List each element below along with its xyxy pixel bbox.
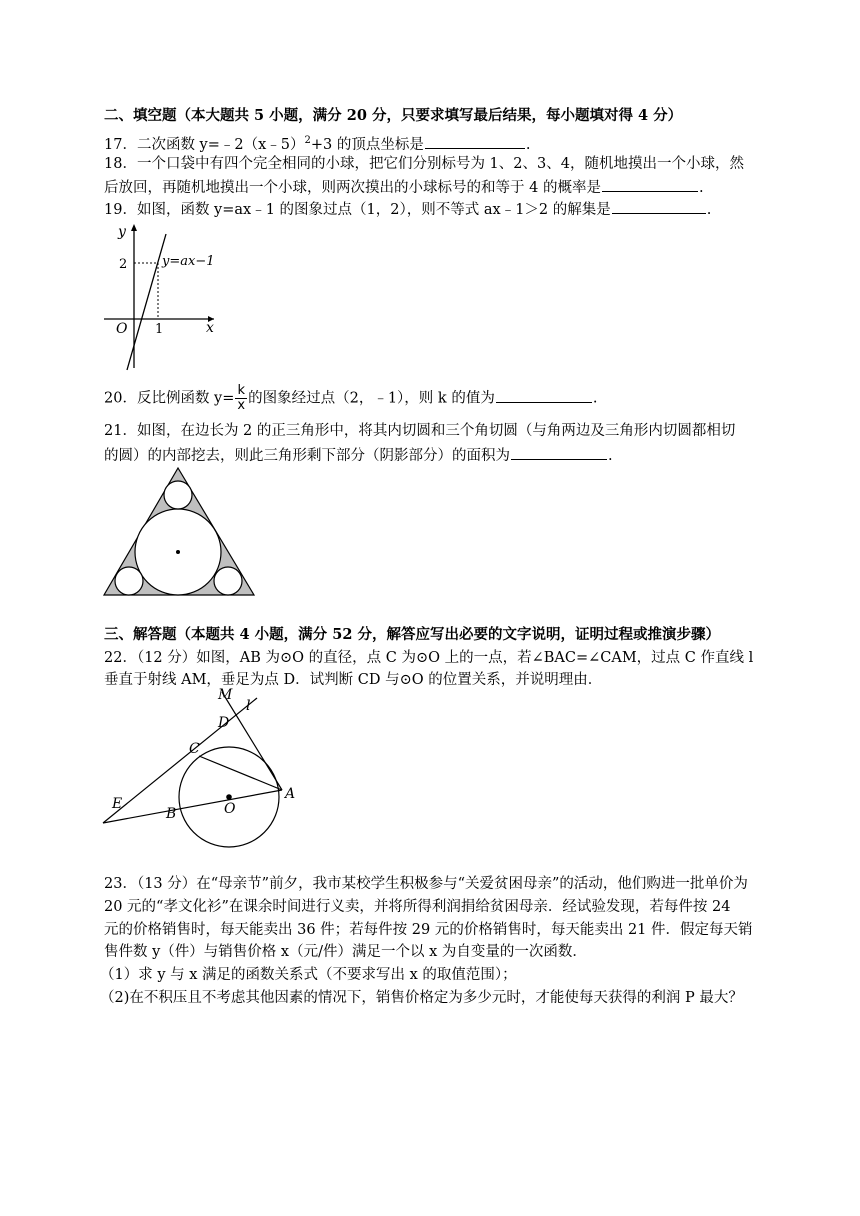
- q20-end: .: [592, 390, 598, 407]
- label-o: O: [224, 801, 236, 817]
- section-2-heading: 二、填空题（本大题共 5 小题，满分 20 分，只要求填写最后结果，每小题填对得 4 分）: [104, 107, 683, 124]
- q19-text: 19．如图，函数 y=ax﹣1 的图象过点（1，2），则不等式 ax﹣1＞2 的解集是: [104, 202, 611, 218]
- y-axis-arrow-icon: [131, 224, 137, 231]
- q23-line-1: 23．（13 分）在“母亲节”前夕，我市某校学生积极参与“关爱贫困母亲”的活动，他们购进一批单价为: [104, 876, 748, 892]
- q21-end: .: [608, 448, 613, 464]
- label-m: M: [218, 687, 233, 703]
- corner-circle-top: [164, 481, 192, 509]
- label-c: C: [189, 741, 200, 757]
- q18-line-1: 18．一个口袋中有四个完全相同的小球，把它们分别标号为 1、2、3、4，随机地摸出一个小球，然: [104, 156, 744, 172]
- question-19: [104, 198, 711, 220]
- q20-text-post: 的图象经过点（2，﹣1），则 k 的值为: [248, 390, 495, 407]
- label-b: B: [166, 806, 177, 822]
- section-3-heading: 三、解答题（本题共 4 小题，满分 52 分，解答应写出必要的文字说明，证明过程或推演步骤）: [104, 626, 720, 643]
- x-axis-label: x: [206, 320, 214, 336]
- q17-text-post: +3 的顶点坐标是: [310, 136, 424, 153]
- label-d: D: [218, 715, 230, 731]
- question-21: [104, 444, 613, 466]
- q17-exponent: 2: [304, 135, 311, 146]
- chord-ca: [199, 756, 282, 790]
- q21-line-2: 的圆）的内部挖去，则此三角形剩下部分（阴影部分）的面积为: [104, 448, 510, 464]
- question-20: [104, 384, 597, 413]
- label-a: A: [285, 786, 296, 802]
- fraction-denominator: x: [237, 398, 246, 413]
- label-e: E: [112, 796, 123, 812]
- tick-label-1: 1: [155, 322, 164, 337]
- q17-end: .: [525, 136, 531, 153]
- q19-answer-blank[interactable]: [612, 198, 706, 214]
- q18-end: .: [698, 180, 704, 196]
- y-axis-label: y: [118, 224, 126, 240]
- corner-circle-left: [115, 567, 143, 595]
- q23-line-3: 元的价格销售时，每天能卖出 36 件；若每件按 29 元的价格销售时，每天能卖出 21 件．假定每天销: [104, 922, 753, 938]
- q21-triangle-figure: [100, 465, 260, 600]
- q17-answer-blank[interactable]: [425, 133, 525, 149]
- line-e-a: [103, 790, 282, 823]
- q18-answer-blank[interactable]: [602, 176, 698, 192]
- q23-line-2: 20 元的“孝文化衫”在课余时间进行义卖，并将所得利润捐给贫困母亲．经试验发现，若每件按 24: [104, 899, 731, 915]
- line-equation-label: y=ax−1: [162, 254, 215, 269]
- origin-label: O: [116, 321, 128, 337]
- q17-text-pre: 17．二次函数 y=﹣2（x﹣5）: [104, 136, 305, 153]
- question-18: [104, 176, 704, 198]
- q22-circle-figure: [100, 686, 300, 831]
- line-y-ax-1: [127, 234, 166, 370]
- label-l: l: [246, 698, 251, 714]
- center-o-dot: [226, 794, 232, 800]
- q21-line-1: 21．如图，在边长为 2 的正三角形中，将其内切圆和三个角切圆（与角两边及三角形内切圆都相切: [104, 423, 736, 439]
- q23-line-4: 售件数 y（件）与销售价格 x（元/件）满足一个以 x 为自变量的一次函数．: [104, 944, 587, 960]
- q18-line-2: 后放回，再随机地摸出一个小球，则两次摸出的小球标号的和等于 4 的概率是: [104, 180, 601, 196]
- q22-line-1: 22．（12 分）如图，AB 为⊙O 的直径，点 C 为⊙O 上的一点，若∠BAC=∠CAM，过点 C 作直线 l: [104, 650, 754, 666]
- q23-part-1: （1）求 y 与 x 满足的函数关系式（不要求写出 x 的取值范围）；: [100, 967, 517, 983]
- ray-am: [222, 692, 282, 790]
- corner-circle-right: [214, 567, 242, 595]
- q20-text-pre: 20．反比例函数 y=: [104, 390, 235, 407]
- k-over-x-fraction: [235, 384, 247, 413]
- incircle-center-dot: [176, 550, 180, 554]
- q23-part-2: （2)在不积压且不考虑其他因素的情况下，销售价格定为多少元时，才能使每天获得的利润 P 最大？: [100, 990, 743, 1006]
- q22-line-2: 垂直于射线 AM，垂足为点 D．试判断 CD 与⊙O 的位置关系，并说明理由．: [104, 672, 603, 688]
- q20-answer-blank[interactable]: [496, 387, 592, 403]
- q19-graph-figure: [96, 220, 226, 375]
- tick-label-2: 2: [119, 257, 128, 272]
- q21-answer-blank[interactable]: [511, 444, 607, 460]
- question-17: [104, 131, 531, 155]
- q19-end: .: [706, 202, 712, 218]
- fraction-numerator: k: [235, 384, 247, 399]
